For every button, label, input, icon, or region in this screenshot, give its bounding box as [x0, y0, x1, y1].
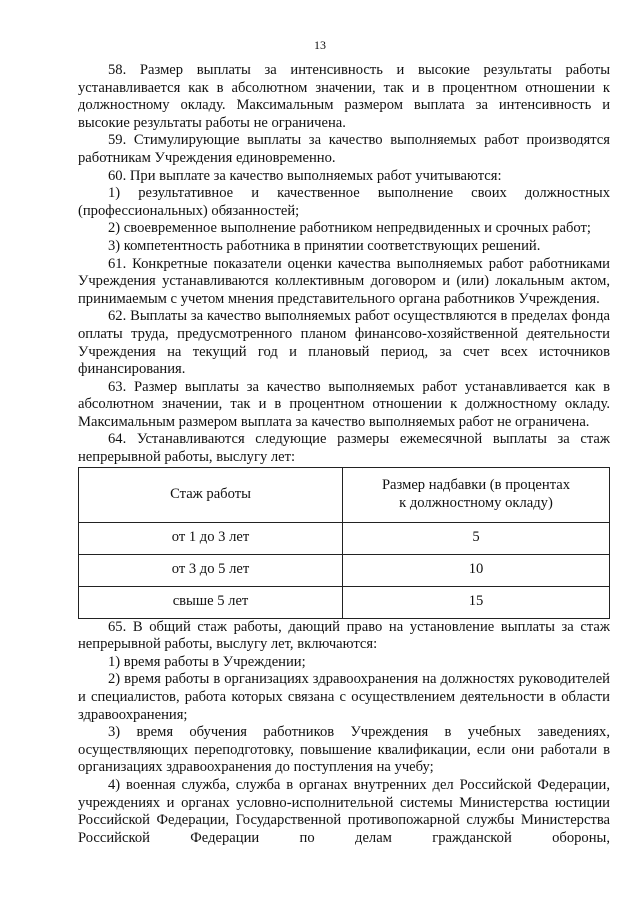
- row-value: 5: [343, 522, 610, 554]
- header-bonus-line-1: Размер надбавки (в процентах: [381, 477, 571, 494]
- table-row: [79, 586, 610, 618]
- row-period: от 1 до 3 лет: [79, 522, 343, 554]
- row-period: от 3 до 5 лет: [79, 554, 343, 586]
- paragraph-59: 59. Стимулирующие выплаты за качество выполняемых работ производятся работникам Учреждения единовременно.: [78, 132, 610, 166]
- header-bonus-line-2: к должностному окладу): [399, 494, 553, 511]
- row-period: свыше 5 лет: [79, 586, 343, 618]
- table-row: [79, 554, 610, 586]
- paragraph-60-item-1: 1) результативное и качественное выполнение своих должностных (профессиональных) обязанностей;: [78, 185, 610, 219]
- header-seniority: Стаж работы: [79, 467, 343, 522]
- paragraph-65-item-3: 3) время обучения работников Учреждения в учебных заведениях, осуществляющих переподготовку, повышение квалификации, если они работали в организациях здравоохранения до поступления на учебу;: [78, 724, 610, 776]
- header-bonus: [343, 467, 610, 522]
- seniority-table: [78, 467, 610, 619]
- paragraph-62: 62. Выплаты за качество выполняемых работ осуществляются в пределах фонда оплаты труда, предусмотренного планом финансово-хозяйственной деятельности Учреждения на текущий год и плановый период, за счет всех источников финансирования.: [78, 308, 610, 378]
- row-value: 10: [343, 554, 610, 586]
- paragraph-65-item-2: 2) время работы в организациях здравоохранения на должностях руководителей и специалистов, работа которых связана с осуществлением деятельности в области здравоохранения;: [78, 671, 610, 723]
- page-number: 13: [314, 38, 326, 52]
- paragraph-65-item-4: 4) военная служба, служба в органах внутренних дел Российской Федерации, учреждениях и органах условно-исполнительной системы Министерства юстиции Российской Федерации, Государственной противопожарной службы Министерства Российской Федерации по делам гражданской обороны,: [78, 777, 610, 846]
- document-body: [78, 62, 610, 847]
- paragraph-64: 64. Устанавливаются следующие размеры ежемесячной выплаты за стаж непрерывной работы, выслугу лет:: [78, 431, 610, 466]
- table-row: [79, 522, 610, 554]
- paragraph-65: 65. В общий стаж работы, дающий право на установление выплаты за стаж непрерывной работы, выслугу лет, включаются:: [78, 618, 610, 653]
- paragraph-58: 58. Размер выплаты за интенсивность и высокие результаты работы устанавливается как в абсолютном значении, так и в процентном отношении к должностному окладу. Максимальным размером выплата за интенсивность и высокие результаты работы не ограничена.: [78, 62, 610, 131]
- paragraph-61: 61. Конкретные показатели оценки качества выполняемых работ работниками Учреждения устанавливаются коллективным договором и (или) локальным актом, принимаемым с учетом мнения представительного органа работников Учреждения.: [78, 255, 610, 307]
- paragraph-60-item-2: 2) своевременное выполнение работником непредвиденных и срочных работ;: [108, 220, 591, 237]
- paragraph-60: 60. При выплате за качество выполняемых работ учитываются:: [108, 167, 502, 184]
- row-value: 15: [343, 586, 610, 618]
- paragraph-60-item-3: 3) компетентность работника в принятии соответствующих решений.: [108, 237, 541, 254]
- table-header-row: [79, 467, 610, 522]
- paragraph-63: 63. Размер выплаты за качество выполняемых работ устанавливается как в абсолютном значении, так и в процентном отношении к должностному окладу. Максимальным размером выплата за качество выполняемых работ не ограничена.: [78, 378, 610, 430]
- paragraph-65-item-1: 1) время работы в Учреждении;: [108, 653, 306, 670]
